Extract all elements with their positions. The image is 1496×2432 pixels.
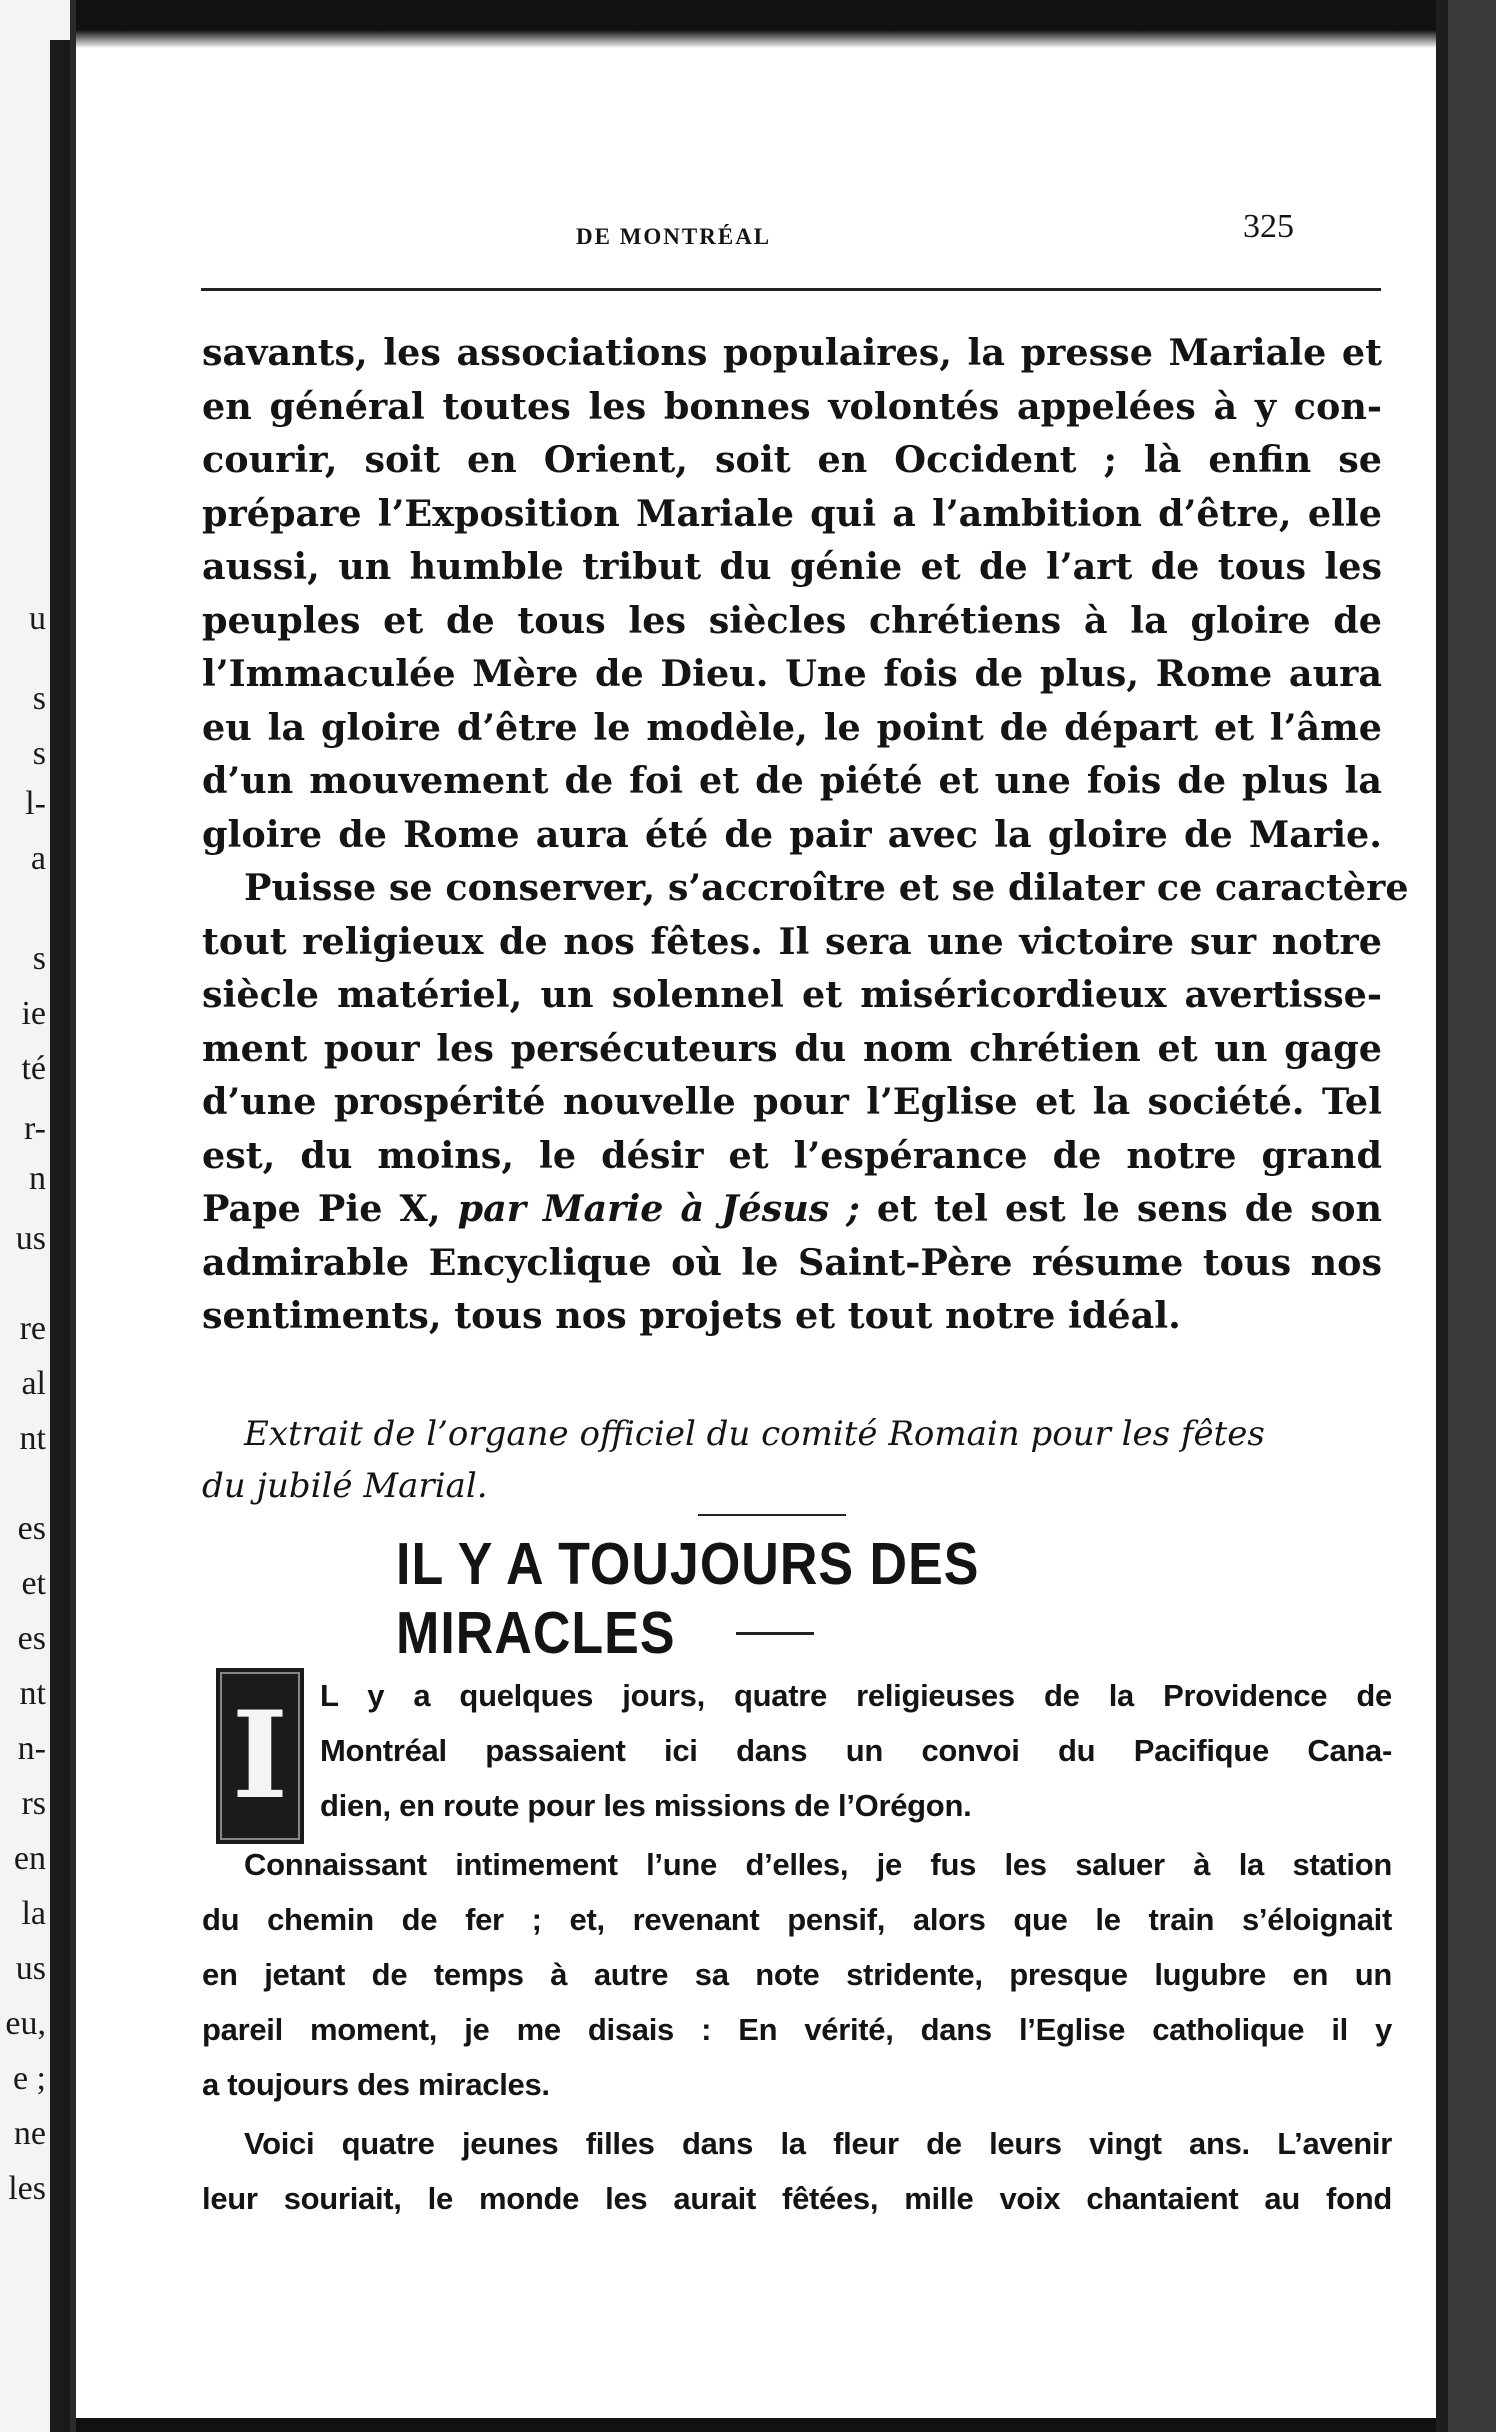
text-line: Montréal passaient ici dans un convoi du Pacifique Cana- bbox=[320, 1733, 1392, 1768]
previous-page-fragment: s bbox=[32, 680, 46, 717]
scan-right-border bbox=[1436, 0, 1496, 2432]
text-line: eu la gloire d’être le modèle, le point de départ et l’âme bbox=[202, 705, 1382, 749]
article-body bbox=[202, 1668, 1392, 2226]
text-line: l’Immaculée Mère de Dieu. Une fois de plus, Rome aura bbox=[202, 652, 1382, 695]
text-line: Puisse se conserver, s’accroître et se dilater ce caractère bbox=[244, 866, 1409, 909]
paragraph-4 bbox=[202, 1837, 1392, 2112]
scan-bottom-border bbox=[76, 2418, 1436, 2432]
paragraph-1 bbox=[202, 326, 1382, 861]
text-line: leur souriait, le monde les aurait fêtées, mille voix chantaient au fond bbox=[202, 2181, 1392, 2216]
attribution-line: du jubilé Marial. bbox=[202, 1466, 488, 1506]
text-line: dien, en route pour les missions de l’Orégon. bbox=[320, 1788, 972, 1823]
running-title: DE MONTRÉAL bbox=[576, 224, 772, 249]
previous-page-fragment: eu, bbox=[5, 2005, 46, 2042]
text-line: du chemin de fer ; et, revenant pensif, alors que le train s’éloignait bbox=[202, 1902, 1392, 1937]
text-line: Voici quatre jeunes filles dans la fleur de leurs vingt ans. L’avenir bbox=[244, 2126, 1392, 2161]
scan-top-border bbox=[0, 0, 1496, 48]
previous-page-fragment: et bbox=[21, 1565, 46, 1602]
previous-page-fragment: nt bbox=[19, 1420, 46, 1457]
previous-page-fragment: ie bbox=[21, 995, 46, 1032]
text-line: en jetant de temps à autre sa note stridente, presque lugubre en un bbox=[202, 1957, 1392, 1992]
pape-prefix: Pape Pie X, bbox=[202, 1187, 441, 1230]
header-rule bbox=[201, 288, 1381, 291]
pape-suffix: et tel est le sens de son bbox=[876, 1187, 1382, 1230]
previous-page-fragment: rs bbox=[21, 1785, 46, 1822]
previous-page-fragment: en bbox=[13, 1840, 46, 1877]
text-line: siècle matériel, un solennel et miséricordieux avertisse- bbox=[202, 973, 1382, 1016]
scan-left-margin bbox=[0, 0, 70, 2432]
section-title: IL Y A TOUJOURS DES MIRACLES bbox=[396, 1531, 980, 1667]
text-line: gloire de Rome aura été de pair avec la gloire de Marie. bbox=[202, 812, 1382, 856]
text-line: est, du moins, le désir et l’espérance de notre grand bbox=[202, 1133, 1382, 1177]
source-attribution bbox=[202, 1408, 1382, 1512]
paragraph-5 bbox=[202, 2116, 1392, 2226]
text-line: d’un mouvement de foi et de piété et une fois de plus la bbox=[202, 759, 1382, 802]
text-line: sentiments, tous nos projets et tout notre idéal. bbox=[202, 1294, 1181, 1337]
text-line: prépare l’Exposition Mariale qui a l’ambition d’être, elle bbox=[202, 491, 1382, 535]
text-line: courir, soit en Orient, soit en Occident ; là enfin se bbox=[202, 438, 1382, 481]
previous-page-fragment: re bbox=[19, 1310, 46, 1347]
text-line: a toujours des miracles. bbox=[202, 2067, 550, 2102]
text-line: admirable Encyclique où le Saint-Père résume tous nos bbox=[202, 1240, 1382, 1284]
text-line: d’une prospérité nouvelle pour l’Eglise et la société. Tel bbox=[202, 1080, 1382, 1123]
paragraph-2 bbox=[202, 861, 1409, 1343]
text-line: savants, les associations populaires, la presse Mariale et bbox=[202, 331, 1382, 374]
previous-page-fragment: ne bbox=[13, 2115, 46, 2152]
text-line-with-italic bbox=[202, 1182, 1382, 1236]
title-underline-rule bbox=[736, 1632, 814, 1635]
text-line: aussi, un humble tribut du génie et de l’art de tous les bbox=[202, 545, 1382, 588]
previous-page-fragment: s bbox=[32, 735, 46, 772]
previous-page-fragment: us bbox=[15, 1950, 46, 1987]
page-edge-shadow bbox=[1436, 0, 1448, 2432]
previous-page-fragment: e ; bbox=[12, 2060, 46, 2097]
book-gutter-shadow bbox=[50, 40, 72, 2432]
previous-page-fragment: n- bbox=[17, 1730, 46, 1767]
previous-page-fragment: es bbox=[17, 1620, 46, 1657]
italic-phrase: par Marie à Jésus ; bbox=[457, 1187, 860, 1230]
book-page bbox=[76, 48, 1436, 2418]
previous-page-fragment: n bbox=[29, 1160, 46, 1197]
text-line: Connaissant intimement l’une d’elles, je fus les saluer à la station bbox=[244, 1847, 1392, 1882]
previous-page-fragment: al bbox=[21, 1365, 46, 1402]
previous-page-fragment: l- bbox=[25, 785, 46, 822]
previous-page-fragment: nt bbox=[19, 1675, 46, 1712]
previous-page-fragment: us bbox=[15, 1220, 46, 1257]
previous-page-fragment: a bbox=[30, 840, 46, 877]
previous-page-edge bbox=[0, 40, 48, 2400]
paragraph-3 bbox=[202, 1668, 1392, 1833]
attribution-line: Extrait de l’organe officiel du comité Romain pour les fêtes bbox=[244, 1414, 1265, 1454]
page-number: 325 bbox=[1243, 208, 1294, 245]
previous-page-fragment: es bbox=[17, 1510, 46, 1547]
text-line: pareil moment, je me disais : En vérité, dans l’Eglise catholique il y bbox=[202, 2012, 1392, 2047]
previous-page-fragment: té bbox=[21, 1050, 46, 1087]
text-line: en général toutes les bonnes volontés appelées à y con- bbox=[202, 384, 1382, 428]
previous-page-fragment: la bbox=[21, 1895, 46, 1932]
running-head bbox=[76, 208, 1436, 268]
text-line: L y a quelques jours, quatre religieuses de la Providence de bbox=[320, 1678, 1392, 1713]
section-separator-rule bbox=[698, 1514, 846, 1516]
previous-page-fragment: r- bbox=[24, 1110, 46, 1147]
previous-page-fragment: u bbox=[29, 600, 46, 637]
text-line: ment pour les persécuteurs du nom chrétien et un gage bbox=[202, 1026, 1382, 1070]
previous-page-fragment: les bbox=[8, 2170, 46, 2207]
text-line: tout religieux de nos fêtes. Il sera une victoire sur notre bbox=[202, 919, 1382, 963]
dropcap-letter: I bbox=[231, 1685, 289, 1826]
body-paragraphs bbox=[202, 326, 1409, 1343]
previous-page-fragment: s bbox=[32, 940, 46, 977]
text-line: peuples et de tous les siècles chrétiens à la gloire de bbox=[202, 598, 1382, 642]
